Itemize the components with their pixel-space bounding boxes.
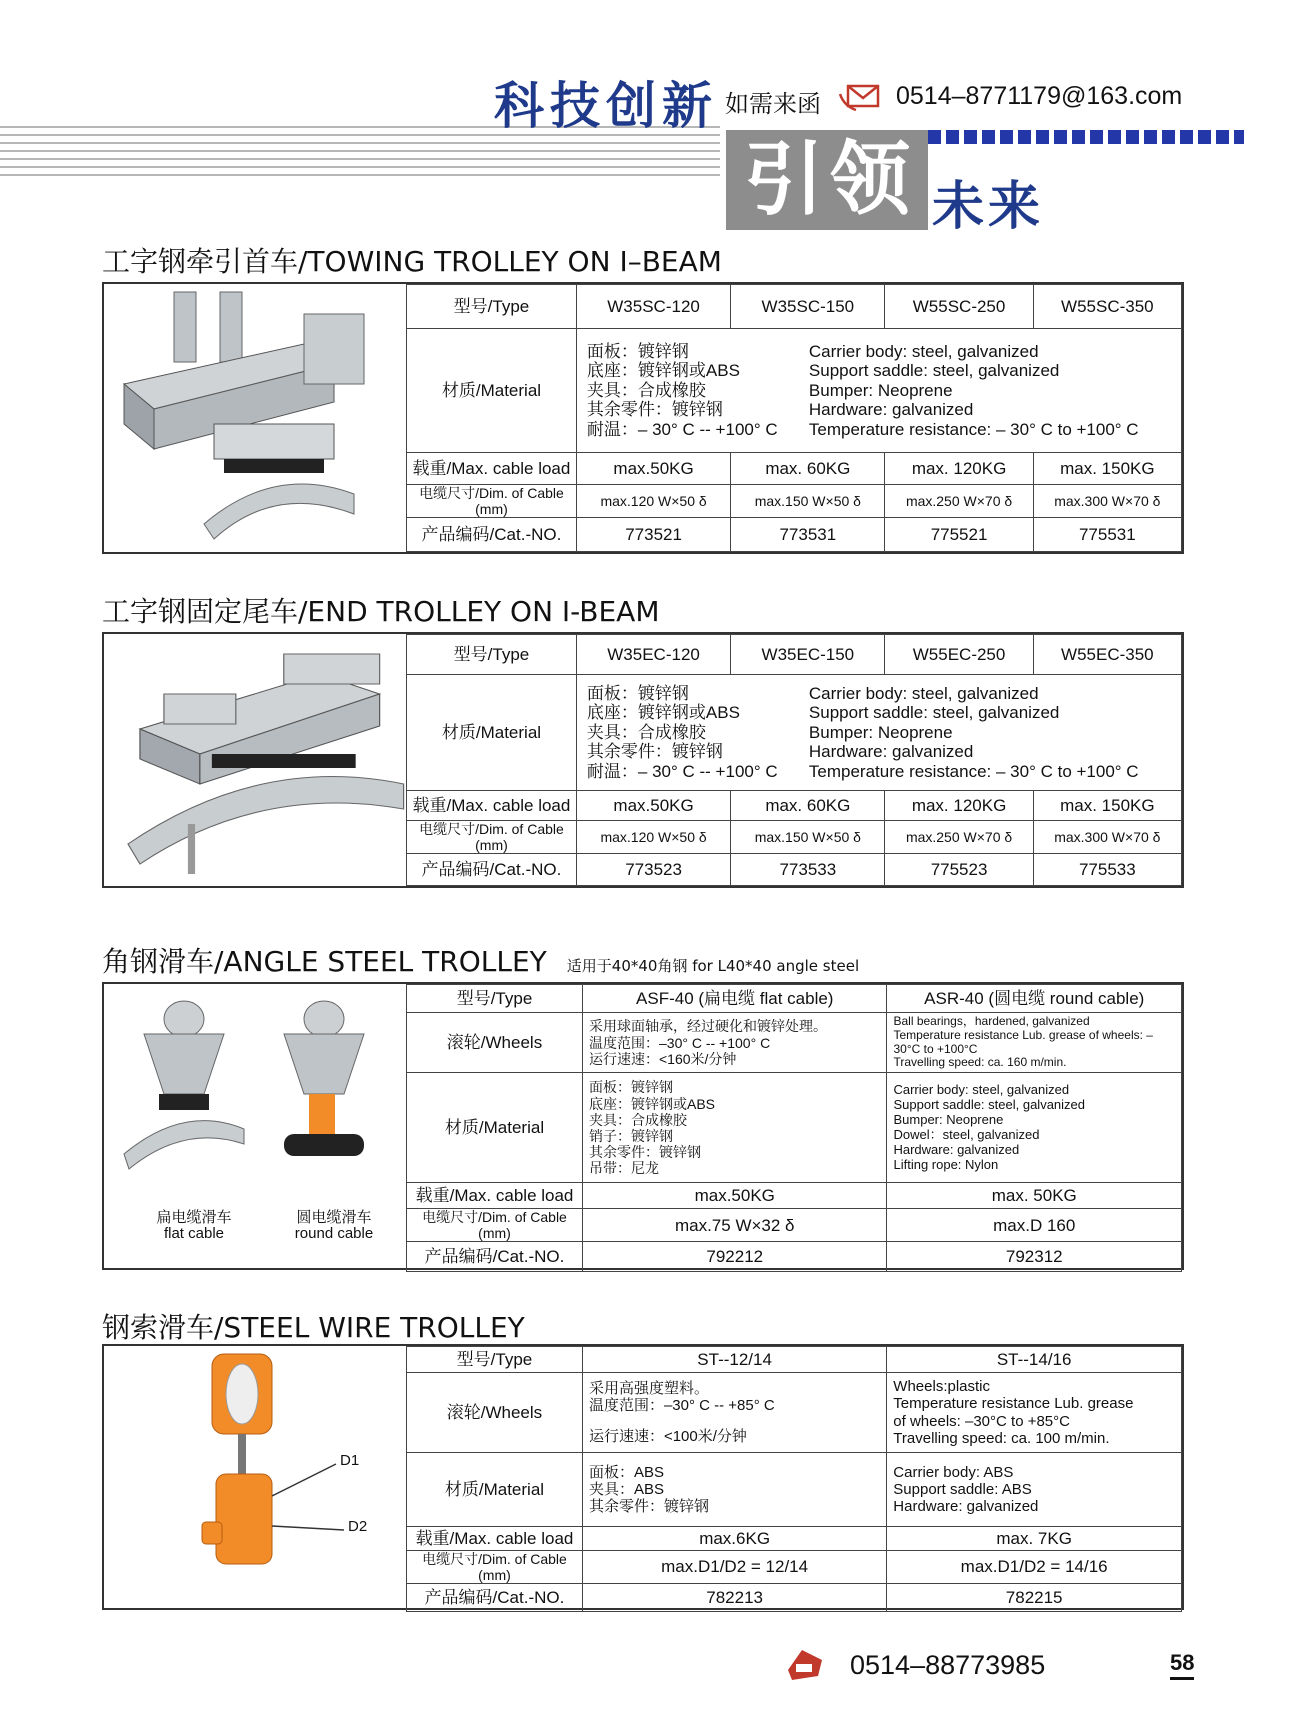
steel-wire-trolley-table [406,1346,1182,1612]
dim-value: max.300 W×70 δ [1033,821,1181,854]
cat-value: 782215 [887,1584,1182,1612]
material-cn-line: 其余零件：镀锌钢 [589,1143,701,1160]
dim-value: max.120 W×50 δ [576,485,730,518]
material-en-line: Support saddle: steel, galvanized [808,361,1060,381]
cat-value: 775533 [1033,854,1181,886]
wheels-en-line: Wheels:plastic [893,1378,990,1395]
dim-value: max.120 W×50 δ [576,821,730,854]
load-label: 载重/Max. cable load [407,1527,583,1551]
material-en-line: Lifting rope: Nylon [893,1156,999,1172]
wheels-en-line: Temperature resistance Lub. grease [893,1395,1134,1413]
material-en-line: Support saddle: ABS [893,1480,1032,1498]
load-label: 载重/Max. cable load [407,791,577,821]
cat-label: 产品编码/Cat.-NO. [407,854,577,886]
section-title-towing-trolley: 工字钢牵引首车/TOWING TROLLEY ON I–BEAM [102,245,722,278]
towing-trolley-image [104,284,406,552]
load-value: max. 150KG [1033,791,1181,821]
material-en-cell [887,1073,1182,1183]
type-label: 型号/Type [407,635,577,675]
wheels-en-cell [887,1013,1182,1073]
material-cn-line: 其余零件：镀锌钢 [586,742,723,762]
material-label: 材质/Material [407,329,577,453]
dim-value: max.250 W×70 δ [885,821,1033,854]
load-value: max. 60KG [731,791,885,821]
material-en-line: Bumper: Neoprene [808,722,953,742]
steel-wire-trolley-image [104,1346,406,1608]
material-cn-line: 底座：镀锌钢或ABS [589,1095,716,1112]
type-value: ASF-40 (扁电缆 flat cable) [583,985,887,1013]
material-label: 材质/Material [407,1453,583,1527]
d1-label: D1 [340,1452,360,1469]
type-value: W35EC-120 [576,635,730,675]
load-value: max.50KG [576,453,730,485]
dim-value: max.D1/D2 = 14/16 [887,1551,1182,1584]
dim-value: max.D1/D2 = 12/14 [582,1551,886,1584]
header-blue-bar [928,130,1244,144]
dim-label: 电缆尺寸/Dim. of Cable (mm) [407,821,577,854]
wheels-cn-line: 运行速速：<160米/分钟 [589,1050,737,1067]
material-cn-line: 夹具：合成橡胶 [589,1111,687,1128]
wheels-cn-line: 采用高强度塑料。 [588,1379,709,1397]
material-cn-line: 吊带：尼龙 [589,1159,659,1176]
material-cn-cell [582,1453,886,1527]
type-value: W55EC-350 [1033,635,1181,675]
load-value: max.50KG [583,1183,887,1209]
caption-cn: 圆电缆滑车 [296,1209,372,1226]
type-value: ST--12/14 [582,1347,886,1373]
material-en-cell [887,1453,1182,1527]
material-cn-line: 面板：镀锌钢 [589,1079,673,1096]
wheels-cn-cell [583,1013,887,1073]
caption-cn: 扁电缆滑车 [156,1209,232,1226]
load-value: max. 60KG [731,453,885,485]
material-en-line: Temperature resistance: – 30° C to +100° C [808,761,1139,781]
type-value: W55SC-250 [885,285,1033,329]
footer-phone: 0514–88773985 [850,1650,1046,1680]
header-email[interactable]: 0514–8771179@163.com [896,82,1183,110]
type-label: 型号/Type [407,1347,583,1373]
material-en-line: Carrier body: steel, galvanized [808,683,1039,703]
load-label: 载重/Max. cable load [407,453,577,485]
material-cn-line: 面板：ABS [588,1463,664,1481]
dim-label: 电缆尺寸/Dim. of Cable (mm) [407,1209,583,1242]
type-label: 型号/Type [407,285,577,329]
cat-value: 773531 [731,518,885,552]
material-cn-line: 耐温：– 30° C -- +100° C [586,419,778,439]
cat-label: 产品编码/Cat.-NO. [407,1242,583,1272]
wheels-en-line: of wheels: –30°C to +85°C [893,1412,1070,1430]
material-cn-line: 其余零件：镀锌钢 [588,1498,709,1516]
type-label: 型号/Type [407,985,583,1013]
header-slogan-2b: 未来 [932,177,1045,237]
wheels-en-line: Travelling speed: ca. 100 m/min. [893,1429,1110,1447]
type-value: W35SC-150 [731,285,885,329]
wheels-cn-cell [582,1373,886,1453]
material-en-line: Bumper: Neoprene [893,1111,1004,1127]
dim-value: max.250 W×70 δ [885,485,1033,518]
end-trolley-image [104,634,406,886]
material-cn-line: 夹具：合成橡胶 [586,380,706,400]
caption-flat-cable [134,1210,254,1242]
material-cn-line: 夹具：ABS [588,1480,664,1498]
material-en-line: Support saddle: steel, galvanized [893,1096,1085,1112]
material-en-line: Bumper: Neoprene [808,380,953,400]
material-en-line: Hardware: galvanized [893,1141,1020,1157]
cat-value: 782213 [582,1584,886,1612]
load-value: max.6KG [582,1527,886,1551]
material-cn-line: 耐温：– 30° C -- +100° C [586,761,778,781]
material-en-line: Support saddle: steel, galvanized [808,703,1060,723]
dim-value: max.D 160 [887,1209,1182,1242]
type-value: ASR-40 (圆电缆 round cable) [887,985,1182,1013]
dim-value: max.150 W×50 δ [731,485,885,518]
type-value: W35EC-150 [731,635,885,675]
wheels-cn-line: 运行速速：<100米/分钟 [588,1428,747,1446]
section-steel-wire-trolley [102,1344,1184,1610]
material-cn-line: 底座：镀锌钢或ABS [586,703,740,723]
dim-value: max.150 W×50 δ [731,821,885,854]
load-value: max. 7KG [887,1527,1182,1551]
cat-value: 775521 [885,518,1033,552]
load-value: max.50KG [576,791,730,821]
material-en-line: Temperature resistance: – 30° C to +100° C [808,419,1139,439]
wheels-cn-line: 温度范围：–30° C -- +100° C [589,1034,771,1051]
load-value: max. 120KG [885,453,1033,485]
caption-en: flat cable [163,1224,225,1242]
dim-label: 电缆尺寸/Dim. of Cable (mm) [407,485,577,518]
wheels-label: 滚轮/Wheels [407,1373,583,1453]
cat-value: 792212 [583,1242,887,1272]
cat-label: 产品编码/Cat.-NO. [407,518,577,552]
phone-icon [782,1640,828,1686]
section-title-text: 角钢滑车/ANGLE STEEL TROLLEY [102,945,547,978]
material-cn-cell [583,1073,887,1183]
wheels-cn-line: 温度范围：–30° C -- +85° C [588,1396,775,1414]
section-angle-steel-trolley [102,982,1184,1270]
material-label: 材质/Material [407,1073,583,1183]
cat-value: 773521 [576,518,730,552]
material-en-line: Hardware: galvanized [808,400,974,420]
wheels-cn-line: 采用球面轴承，经过硬化和镀锌处理。 [589,1018,827,1035]
section-note: 适用于40*40角钢 for L40*40 angle steel [566,957,860,975]
type-value: ST--14/16 [887,1347,1182,1373]
section-title-angle-steel-trolley [102,940,859,980]
material-cell [576,329,1181,453]
cat-value: 792312 [887,1242,1182,1272]
material-cn-line: 夹具：合成橡胶 [586,722,706,742]
cat-value: 775523 [885,854,1033,886]
material-label: 材质/Material [407,675,577,791]
header-slogan-1: 科技创新 [494,77,718,135]
wheels-en-cell [887,1373,1182,1453]
type-value: W55SC-350 [1033,285,1181,329]
d2-label: D2 [348,1518,368,1535]
material-cn-line: 面板：镀锌钢 [586,341,689,361]
dim-value: max.300 W×70 δ [1033,485,1181,518]
wheels-label: 滚轮/Wheels [407,1013,583,1073]
type-value: W35SC-120 [576,285,730,329]
end-trolley-table [406,634,1182,886]
page-number: 58 [1170,1650,1194,1680]
material-cn-line: 其余零件：镀锌钢 [586,400,723,420]
section-towing-trolley [102,282,1184,554]
cat-value: 775531 [1033,518,1181,552]
material-cn-line: 销子：镀锌钢 [589,1127,673,1144]
material-cn-line: 底座：镀锌钢或ABS [586,361,740,381]
material-en-line: Carrier body: steel, galvanized [893,1081,1070,1097]
towing-trolley-table [406,284,1182,552]
header-slogan-2a: 引领 [744,133,916,226]
caption-round-cable [274,1210,394,1242]
wheels-en-line: Travelling speed: ca. 160 m/min. [893,1055,1067,1070]
load-label: 载重/Max. cable load [407,1183,583,1209]
material-en-line: Hardware: galvanized [893,1498,1039,1516]
material-cn-line: 面板：镀锌钢 [586,683,689,703]
load-value: max. 120KG [885,791,1033,821]
envelope-icon [838,80,882,112]
material-cell [576,675,1181,791]
dim-label: 电缆尺寸/Dim. of Cable (mm) [407,1551,583,1584]
type-value: W55EC-250 [885,635,1033,675]
cat-value: 773523 [576,854,730,886]
material-en-line: Carrier body: ABS [893,1463,1014,1481]
section-end-trolley [102,632,1184,888]
load-value: max. 150KG [1033,453,1181,485]
dim-value: max.75 W×32 δ [583,1209,887,1242]
cat-value: 773533 [731,854,885,886]
section-title-end-trolley: 工字钢固定尾车/END TROLLEY ON I-BEAM [102,595,660,628]
cat-label: 产品编码/Cat.-NO. [407,1584,583,1612]
material-en-line: Carrier body: steel, galvanized [808,341,1039,361]
wheels-en-line: Ball bearings，hardened, galvanized [893,1014,1090,1028]
header-contact-label: 如需来函 [725,90,821,118]
wheels-en-line: Temperature resistance Lub. grease of wheels: –30°C to +100°C [893,1027,1153,1056]
angle-steel-trolley-table [406,984,1182,1272]
load-value: max. 50KG [887,1183,1182,1209]
caption-en: round cable [294,1224,374,1242]
section-title-steel-wire-trolley: 钢索滑车/STEEL WIRE TROLLEY [102,1311,525,1344]
material-en-line: Dowel：steel, galvanized [893,1126,1040,1142]
material-en-line: Hardware: galvanized [808,742,974,762]
